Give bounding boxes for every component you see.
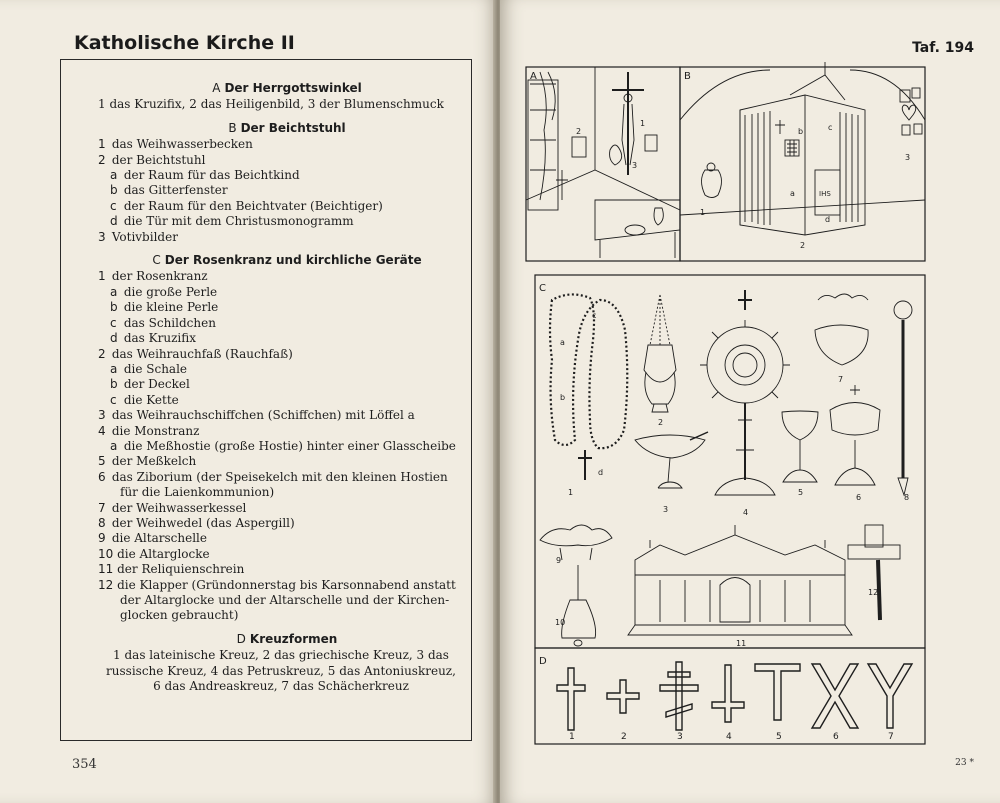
cross-number: 5 — [776, 732, 782, 742]
cross-antonius — [755, 664, 800, 720]
reliquary — [628, 525, 852, 635]
item-text: Votivbilder — [111, 229, 178, 244]
item-letter: b — [110, 300, 118, 315]
panel-label-d: D — [539, 656, 547, 667]
item-text: die Altarglocke — [117, 546, 210, 561]
item-text: die kleine Perle — [123, 300, 219, 315]
cross-petrus — [712, 665, 744, 722]
item-text: der Altarglocke und der Altarschelle und der Kirchen- — [120, 593, 450, 607]
section-c-list — [98, 269, 458, 623]
item-text: der Weihwasserkessel — [111, 500, 247, 515]
a-label-2: 2 — [576, 127, 582, 136]
list-item — [98, 199, 458, 214]
cross-number: 3 — [677, 732, 683, 742]
item-text: die große Perle — [123, 284, 218, 299]
item-number: 1 — [98, 137, 106, 152]
item-text: die Altarschelle — [111, 531, 207, 546]
item-text: das Weihrauchschiffchen (Schiffchen) mit Löffel a — [111, 408, 415, 423]
c-label-4: 4 — [743, 508, 749, 517]
item-text: das Weihwasserbecken — [111, 137, 253, 152]
c-label-12: 12 — [868, 588, 879, 597]
clapper — [848, 525, 900, 620]
panel-d-drawing — [557, 662, 912, 730]
list-item — [98, 230, 458, 245]
list-item — [98, 393, 458, 408]
monstrance — [700, 290, 790, 495]
item-number: 3 — [98, 408, 106, 423]
item-text: der Reliquienschrein — [117, 562, 245, 577]
item-text: der Rosenkranz — [111, 269, 208, 284]
item-text: der Raum für das Beichtkind — [123, 168, 300, 183]
rosary — [550, 294, 627, 448]
panel-b-drawing — [680, 62, 925, 235]
list-item — [98, 316, 458, 331]
panel-label-a: A — [530, 71, 537, 82]
item-text: für die Laienkommunion) — [120, 485, 275, 500]
c-label-b: b — [560, 393, 566, 402]
ciborium — [830, 403, 880, 436]
left-page — [0, 0, 497, 803]
item-letter: a — [110, 361, 118, 376]
item-number: 4 — [98, 423, 106, 438]
page-number-left: 354 — [72, 757, 97, 772]
item-text: die Klapper (Gründonnerstag bis Karsonnabend anstatt — [117, 577, 456, 592]
c-label-a: a — [560, 338, 565, 347]
section-a-line: 1 das Kruzifix, 2 das Heiligenbild, 3 der Blumenschmuck — [98, 97, 444, 112]
holy-water-bucket — [818, 294, 868, 300]
c-label-d: d — [598, 468, 604, 477]
item-number: 3 — [98, 229, 106, 244]
item-letter: b — [110, 377, 118, 392]
panel-b-frame — [680, 67, 925, 261]
panel-d-frame — [535, 648, 925, 744]
b-monogram: IHS — [819, 190, 831, 198]
censer — [650, 295, 670, 345]
item-text: der Meßkelch — [111, 454, 197, 469]
panel-label-b: B — [684, 71, 691, 82]
list-item — [98, 516, 458, 531]
item-letter: c — [110, 198, 117, 213]
item-text: der Beichtstuhl — [111, 152, 206, 167]
c-label-6: 6 — [856, 493, 862, 502]
item-text: die Meßhostie (große Hostie) hinter einer Glasscheibe — [123, 438, 456, 453]
panel-a-frame — [526, 67, 680, 261]
list-item — [98, 485, 458, 500]
item-text: das Kruzifix — [123, 331, 196, 346]
list-item — [98, 214, 458, 229]
item-letter: c — [110, 315, 117, 330]
cross-schaecher — [868, 664, 912, 728]
c-label-7: 7 — [838, 375, 844, 384]
section-d-line: russische Kreuz, 4 das Petruskreuz, 5 das Antoniuskreuz, — [106, 663, 456, 678]
list-item — [98, 347, 458, 362]
list-item — [98, 362, 458, 377]
a-label-1: 1 — [640, 119, 646, 128]
item-text: die Kette — [123, 392, 179, 407]
item-number: 11 — [98, 562, 114, 577]
item-letter: a — [110, 168, 118, 183]
b-label-3: 3 — [905, 153, 911, 162]
list-item — [98, 562, 458, 577]
page-number-right: 23 * — [955, 758, 974, 768]
list-item — [98, 377, 458, 392]
item-text: die Schale — [123, 361, 188, 376]
item-text: die Monstranz — [111, 423, 200, 438]
list-item — [98, 168, 458, 183]
list-item — [98, 183, 458, 198]
section-d-line: 1 das lateinische Kreuz, 2 das griechische Kreuz, 3 das — [113, 648, 449, 663]
list-item — [98, 578, 458, 593]
cross-latin — [557, 668, 585, 730]
c-label-1: 1 — [568, 488, 574, 497]
cross-greek — [607, 680, 639, 713]
item-number: 10 — [98, 546, 114, 561]
item-letter: d — [110, 214, 118, 229]
b-label-a: a — [790, 189, 795, 198]
c-label-9: 9 — [556, 556, 562, 565]
item-number: 2 — [98, 346, 106, 361]
c-label-8: 8 — [904, 493, 910, 502]
section-heading-d: D Kreuzformen — [236, 631, 338, 646]
section-d-line: 6 das Andreaskreuz, 7 das Schächerkreuz — [153, 679, 409, 694]
item-text: das Ziborium (der Speisekelch mit den kleinen Hostien — [111, 469, 448, 484]
c-label-10: 10 — [555, 618, 566, 627]
list-item — [98, 285, 458, 300]
section-d-text — [98, 648, 458, 694]
panel-a-drawing — [526, 67, 680, 258]
chalice — [782, 411, 818, 440]
panel-c-drawing — [540, 290, 912, 646]
b-label-c: c — [828, 123, 833, 132]
item-text: das Schildchen — [123, 315, 216, 330]
panel-c-frame — [535, 275, 925, 648]
list-item — [98, 593, 458, 608]
item-number: 12 — [98, 577, 114, 592]
section-heading-a: A Der Herrgottswinkel — [212, 81, 362, 95]
list-item — [98, 547, 458, 562]
item-text: die Tür mit dem Christusmonogramm — [123, 214, 354, 229]
list-item — [98, 331, 458, 346]
item-letter: a — [110, 438, 118, 453]
c-label-3: 3 — [663, 505, 669, 514]
list-item — [98, 608, 458, 623]
running-title: Katholische Kirche II — [74, 32, 295, 54]
section-heading-b: B Der Beichtstuhl — [228, 120, 346, 135]
item-text: das Weihrauchfaß (Rauchfaß) — [111, 346, 293, 361]
b-label-b: b — [798, 127, 804, 136]
item-text: glocken gebraucht) — [120, 608, 239, 623]
panel-label-c: C — [539, 283, 546, 294]
item-letter: a — [110, 284, 118, 299]
b-label-1: 1 — [700, 208, 706, 217]
altar-hand-bell — [562, 565, 596, 638]
item-number: 6 — [98, 469, 106, 484]
section-b-list — [98, 137, 458, 245]
altar-bell-small — [540, 525, 612, 546]
list-item — [98, 439, 458, 454]
right-page — [500, 0, 1000, 803]
list-item — [98, 424, 458, 439]
b-label-2: 2 — [800, 241, 806, 250]
cross-russian — [660, 662, 698, 730]
cross-number: 4 — [726, 732, 732, 742]
item-letter: c — [110, 392, 117, 407]
list-item — [98, 153, 458, 168]
list-item — [98, 454, 458, 469]
list-item — [98, 501, 458, 516]
c-label-11: 11 — [736, 639, 747, 648]
item-letter: b — [110, 183, 118, 198]
item-text: der Raum für den Beichtvater (Beichtiger) — [123, 198, 383, 213]
item-number: 8 — [98, 515, 106, 530]
cross-number: 6 — [833, 732, 839, 742]
cross-number: 1 — [569, 732, 575, 742]
item-number: 7 — [98, 500, 106, 515]
list-item — [98, 408, 458, 423]
c-label-5: 5 — [798, 488, 804, 497]
item-letter: d — [110, 331, 118, 346]
item-text: der Weihwedel (das Aspergill) — [111, 515, 295, 530]
c-label-c: c — [592, 311, 597, 320]
legend-text — [98, 81, 458, 694]
a-label-3: 3 — [632, 161, 638, 170]
cross-number: 7 — [888, 732, 894, 742]
plate-label: Taf. 194 — [912, 40, 974, 56]
b-label-d: d — [825, 215, 831, 224]
item-number: 1 — [98, 269, 106, 284]
list-item — [98, 531, 458, 546]
cross-andreas — [812, 664, 858, 728]
list-item — [98, 137, 458, 152]
list-item — [98, 269, 458, 284]
list-item — [98, 470, 458, 485]
item-number: 2 — [98, 152, 106, 167]
cross-number: 2 — [621, 732, 627, 742]
item-text: das Gitterfenster — [123, 183, 228, 198]
cross-number-row — [569, 732, 894, 742]
item-text: der Deckel — [123, 377, 190, 392]
list-item — [98, 300, 458, 315]
c-label-2: 2 — [658, 418, 664, 427]
item-number: 5 — [98, 454, 106, 469]
section-heading-c: C Der Rosenkranz und kirchliche Geräte — [152, 253, 422, 268]
item-number: 9 — [98, 531, 106, 546]
plate-illustration — [500, 0, 1000, 803]
